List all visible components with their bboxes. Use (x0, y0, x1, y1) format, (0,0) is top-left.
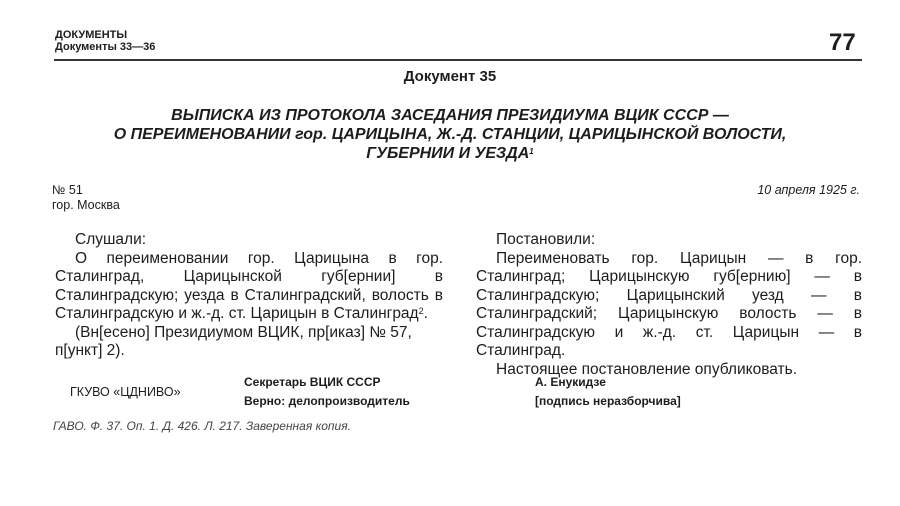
document-place: гор. Москва (52, 198, 120, 212)
archive-source-note: ГАВО. Ф. 37. Оп. 1. Д. 426. Л. 217. Заверенная копия. (53, 419, 351, 433)
signature-values (535, 373, 681, 411)
heard-heading: Слушали: (75, 231, 147, 248)
title-footnote-mark: 1 (529, 147, 534, 156)
heard-paragraph-2: (Вн[есено] Президиумом ВЦИК, пр[иказ] № 57, п[ункт] 2). (55, 323, 412, 359)
archive-stamp-label: ГКУВО «ЦДНИВО» (70, 385, 181, 399)
document-label: Документ 35 (403, 68, 497, 85)
signature-labels (244, 373, 410, 411)
resolved-paragraph-1: Переименовать гор. Царицын — в гор. Сталинград; Царицынскую губ[ернию] — в Сталинградскую; Царицынский уезд — в Сталинградский; Царицынскую волость — в Сталинградскую и ж.-д. ст. Царицын — в Сталинград. (476, 249, 862, 359)
secretary-title: Секретарь ВЦИК СССР (244, 375, 381, 389)
page-number: 77 (829, 29, 856, 56)
footnote-mark-2: 2 (418, 306, 424, 316)
verified-label: Верно: делопроизводитель (244, 394, 410, 408)
title-line-1: ВЫПИСКА ИЗ ПРОТОКОЛА ЗАСЕДАНИЯ ПРЕЗИДИУМА ВЦИК СССР — (171, 107, 729, 124)
heard-paragraph-1: О переименовании гор. Царицына в гор. Сталинград, Царицынской губ[ернии] в Сталинградскую; уезда в Сталинградский, волость в Сталинградскую и ж.-д. ст. Царицын в Сталинград$^2$. (55, 249, 443, 322)
document-date: 10 апреля 1925 г. (757, 183, 860, 197)
resolved-column (476, 231, 862, 379)
verified-value: [подпись неразборчива] (535, 394, 681, 408)
header-divider (54, 59, 862, 61)
heard-column (55, 231, 443, 361)
document-meta (52, 183, 120, 213)
document-title (100, 106, 800, 163)
title-line-2: О ПЕРЕИМЕНОВАНИИ гор. ЦАРИЦЫНА, Ж.-Д. СТАНЦИИ, ЦАРИЦЫНСКОЙ ВОЛОСТИ, (113, 126, 787, 143)
resolved-heading: Постановили: (496, 231, 596, 248)
document-number: № 51 (52, 183, 83, 197)
secretary-name: А. Енукидзе (535, 375, 606, 389)
resolved-paragraph-2: Настоящее постановление опубликовать. (496, 360, 798, 378)
section-subtitle: Документы 33—36 (55, 41, 156, 53)
title-line-3: ГУБЕРНИИ И УЕЗДА$^1$ (366, 145, 534, 162)
section-title: ДОКУМЕНТЫ (55, 29, 128, 41)
